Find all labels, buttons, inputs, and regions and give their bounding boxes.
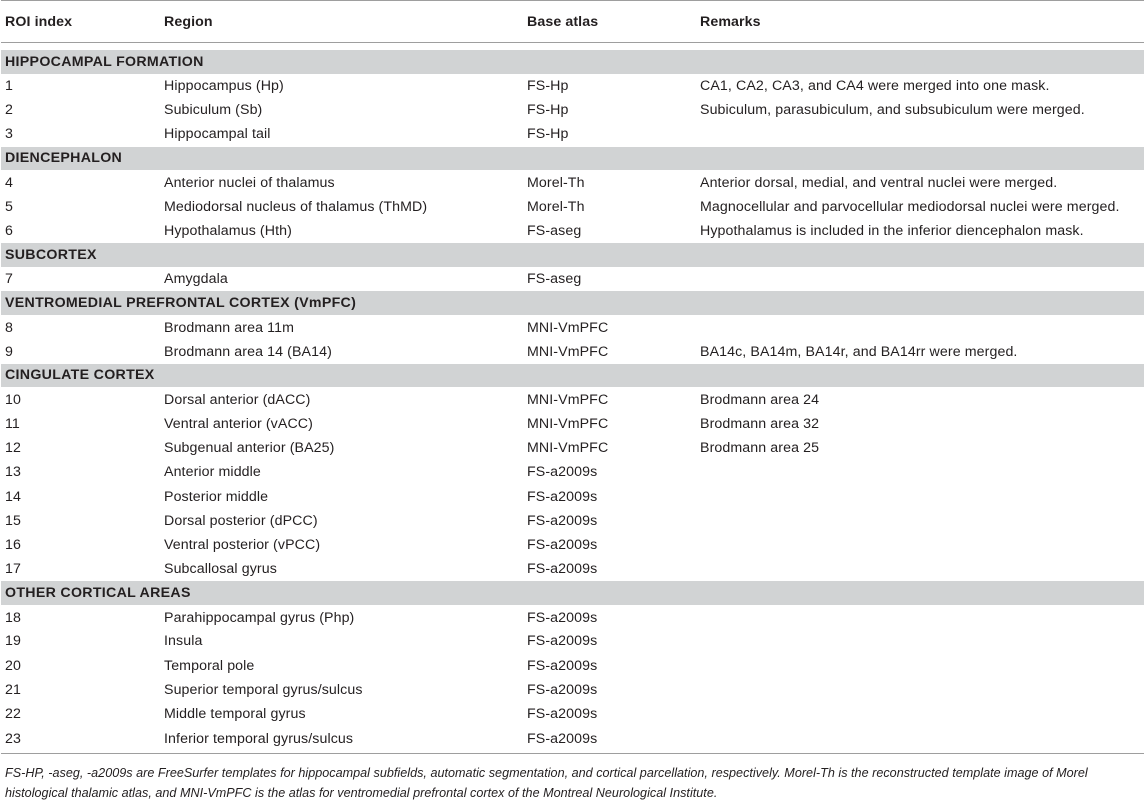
remarks-cell: CA1, CA2, CA3, and CA4 were merged into one mask. <box>700 78 1050 95</box>
base-atlas-cell: FS-a2009s <box>523 726 696 753</box>
table-row <box>1 122 1144 146</box>
section-title: CINGULATE CORTEX <box>1 364 1144 388</box>
roi-index-cell: 11 <box>5 415 20 432</box>
section-row <box>1 50 1144 74</box>
base-atlas-cell: FS-Hp <box>527 78 569 95</box>
roi-index-cell: 7 <box>5 271 13 288</box>
region-cell: Amygdala <box>164 271 228 288</box>
remarks-cell <box>696 315 1144 339</box>
table-row <box>1 74 1144 98</box>
base-atlas-cell: FS-aseg <box>527 271 582 288</box>
region-cell: Middle temporal gyrus <box>164 706 306 723</box>
section-title: VENTROMEDIAL PREFRONTAL CORTEX (VmPFC) <box>1 291 1144 315</box>
region-cell: Inferior temporal gyrus/sulcus <box>160 726 523 753</box>
table-row <box>1 726 1144 753</box>
table-header <box>1 1 1144 51</box>
base-atlas-cell: FS-a2009s <box>527 633 598 650</box>
base-atlas-cell: FS-Hp <box>527 102 569 119</box>
section-row <box>1 243 1144 267</box>
remarks-cell <box>696 702 1144 726</box>
table-row <box>1 436 1144 460</box>
base-atlas-cell: FS-aseg <box>527 223 582 240</box>
remarks-cell: Hypothalamus is included in the inferior diencephalon mask. <box>700 223 1084 240</box>
roi-index-cell: 6 <box>5 223 13 240</box>
base-atlas-cell: FS-a2009s <box>527 681 598 698</box>
section-row <box>1 364 1144 388</box>
region-cell: Parahippocampal gyrus (Php) <box>164 609 355 626</box>
region-cell: Anterior middle <box>164 464 261 481</box>
roi-index-cell: 12 <box>5 440 21 457</box>
base-atlas-cell: MNI-VmPFC <box>527 392 609 409</box>
base-atlas-cell: FS-a2009s <box>527 536 598 553</box>
table-row <box>1 654 1144 678</box>
base-atlas-cell: FS-a2009s <box>527 464 598 481</box>
roi-index-cell: 3 <box>5 126 13 143</box>
region-cell: Posterior middle <box>164 488 269 505</box>
base-atlas-cell: FS-a2009s <box>527 512 598 529</box>
base-atlas-cell: FS-Hp <box>527 126 569 143</box>
region-cell: Hypothalamus (Hth) <box>164 223 292 240</box>
roi-index-cell: 8 <box>5 319 13 336</box>
table-row <box>1 315 1144 339</box>
base-atlas-cell: FS-a2009s <box>527 488 598 505</box>
table-row <box>1 533 1144 557</box>
table-row <box>1 171 1144 195</box>
base-atlas-cell: MNI-VmPFC <box>527 440 609 457</box>
roi-index-cell: 18 <box>5 609 21 626</box>
header-spacer <box>1 43 1144 51</box>
roi-index-cell: 13 <box>5 464 21 481</box>
section-title: OTHER CORTICAL AREAS <box>1 581 1144 605</box>
roi-index-cell: 2 <box>5 102 13 119</box>
table-row <box>1 629 1144 653</box>
roi-index-cell: 23 <box>1 726 160 753</box>
remarks-cell <box>696 557 1144 581</box>
section-title: DIENCEPHALON <box>1 147 1144 171</box>
region-cell: Dorsal anterior (dACC) <box>164 392 311 409</box>
remarks-cell: Magnocellular and parvocellular mediodorsal nuclei were merged. <box>700 198 1120 215</box>
remarks-cell <box>696 509 1144 533</box>
region-cell: Insula <box>164 633 203 650</box>
table-row <box>1 484 1144 508</box>
table-row <box>1 460 1144 484</box>
remarks-cell <box>696 605 1144 629</box>
table-row <box>1 267 1144 291</box>
remarks-cell <box>696 678 1144 702</box>
roi-index-cell: 1 <box>5 78 13 95</box>
roi-index-cell: 15 <box>5 512 21 529</box>
region-cell: Ventral anterior (vACC) <box>164 415 313 432</box>
roi-index-cell: 4 <box>5 174 13 191</box>
section-row <box>1 581 1144 605</box>
roi-index-cell: 9 <box>5 343 13 360</box>
remarks-cell <box>696 484 1144 508</box>
base-atlas-cell: FS-a2009s <box>527 561 598 578</box>
remarks-cell <box>696 460 1144 484</box>
roi-index-cell: 5 <box>5 198 13 215</box>
header-region: Region <box>160 1 523 43</box>
region-cell: Subcallosal gyrus <box>164 561 277 578</box>
remarks-cell <box>696 533 1144 557</box>
roi-index-cell: 14 <box>5 488 21 505</box>
base-atlas-cell: MNI-VmPFC <box>527 319 609 336</box>
header-base-atlas: Base atlas <box>523 1 696 43</box>
base-atlas-cell: MNI-VmPFC <box>527 343 609 360</box>
roi-index-cell: 16 <box>5 536 21 553</box>
base-atlas-cell: Morel-Th <box>527 174 585 191</box>
region-cell: Ventral posterior (vPCC) <box>164 536 321 553</box>
table-row <box>1 509 1144 533</box>
roi-table <box>1 0 1144 754</box>
remarks-cell <box>696 629 1144 653</box>
base-atlas-cell: MNI-VmPFC <box>527 415 609 432</box>
table-row <box>1 340 1144 364</box>
table-row <box>1 678 1144 702</box>
remarks-cell: Subiculum, parasubiculum, and subsubiculum were merged. <box>700 102 1085 119</box>
section-title: SUBCORTEX <box>1 243 1144 267</box>
remarks-cell: Brodmann area 32 <box>700 415 820 432</box>
region-cell: Superior temporal gyrus/sulcus <box>164 681 363 698</box>
region-cell: Subgenual anterior (BA25) <box>164 440 335 457</box>
region-cell: Dorsal posterior (dPCC) <box>164 512 318 529</box>
region-cell: Brodmann area 14 (BA14) <box>164 343 332 360</box>
table-row <box>1 195 1144 219</box>
roi-index-cell: 20 <box>5 657 21 674</box>
table-row <box>1 98 1144 122</box>
section-title: HIPPOCAMPAL FORMATION <box>1 50 1144 74</box>
table-footnote: FS-HP, -aseg, -a2009s are FreeSurfer templates for hippocampal subfields, automatic segmentation, and cortical parcellation, respectively. Morel-Th is the reconstructed template image of Morel histological thalamic atlas, and MNI-VmPFC is the atlas for ventromedial prefrontal cortex of the Montreal Neurological Institute. <box>5 765 1088 800</box>
region-cell: Mediodorsal nucleus of thalamus (ThMD) <box>164 198 428 215</box>
section-row <box>1 147 1144 171</box>
region-cell: Subiculum (Sb) <box>164 102 263 119</box>
table-body <box>1 50 1144 753</box>
base-atlas-cell: FS-a2009s <box>527 609 598 626</box>
table-row <box>1 388 1144 412</box>
remarks-cell: Brodmann area 24 <box>700 392 820 409</box>
roi-index-cell: 21 <box>5 681 21 698</box>
base-atlas-cell: Morel-Th <box>527 198 585 215</box>
table-row <box>1 605 1144 629</box>
region-cell: Brodmann area 11m <box>164 319 294 336</box>
region-cell: Temporal pole <box>164 657 255 674</box>
section-row <box>1 291 1144 315</box>
roi-index-cell: 19 <box>5 633 21 650</box>
remarks-cell <box>696 267 1144 291</box>
remarks-cell: Brodmann area 25 <box>700 440 820 457</box>
remarks-cell <box>696 726 1144 753</box>
roi-table-container <box>1 0 1144 803</box>
region-cell: Hippocampal tail <box>164 126 271 143</box>
header-roi-index: ROI index <box>1 1 160 43</box>
region-cell: Hippocampus (Hp) <box>164 78 284 95</box>
roi-index-cell: 17 <box>5 561 21 578</box>
remarks-cell <box>696 122 1144 146</box>
remarks-cell <box>696 654 1144 678</box>
base-atlas-cell: FS-a2009s <box>527 706 598 723</box>
base-atlas-cell: FS-a2009s <box>527 657 598 674</box>
table-row <box>1 702 1144 726</box>
roi-index-cell: 22 <box>5 706 21 723</box>
table-row <box>1 219 1144 243</box>
table-row <box>1 557 1144 581</box>
table-row <box>1 412 1144 436</box>
header-remarks: Remarks <box>696 1 1144 43</box>
roi-index-cell: 10 <box>5 392 21 409</box>
region-cell: Anterior nuclei of thalamus <box>164 174 335 191</box>
remarks-cell: Anterior dorsal, medial, and ventral nuclei were merged. <box>700 174 1058 191</box>
remarks-cell: BA14c, BA14m, BA14r, and BA14rr were merged. <box>700 343 1018 360</box>
